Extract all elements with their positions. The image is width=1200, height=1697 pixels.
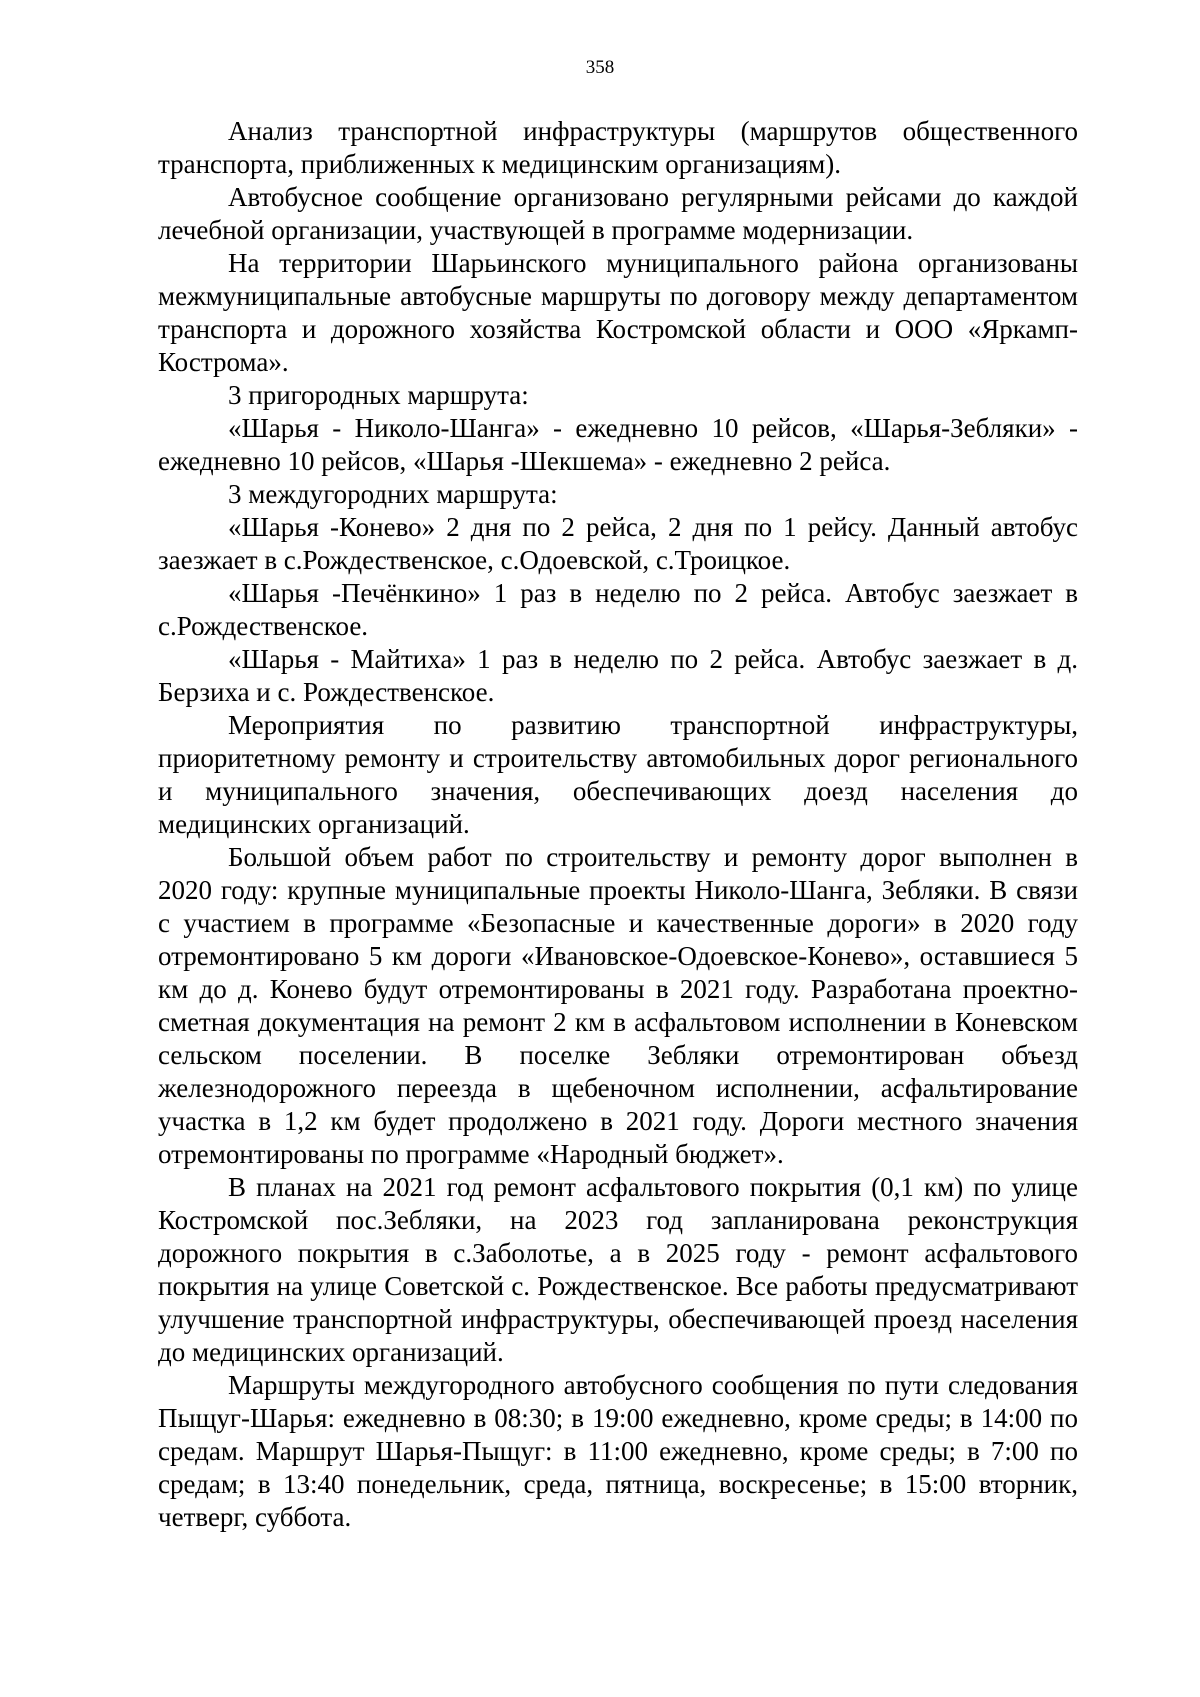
paragraph: В планах на 2021 год ремонт асфальтового покрытия (0,1 км) по улице Костромской пос.Зебляки, на 2023 год запланирована реконструкция дорожного покрытия в с.Заболотье, а в 2025 году - ремонт асфальтового покрытия на улице Советской с. Рождественское. Все работы предусматривают улучшение транспортной инфраструктуры, обеспечивающей проезд населения до медицинских организаций. (158, 1172, 1078, 1367)
paragraph: Мероприятия по развитию транспортной инфраструктуры, приоритетному ремонту и строительству автомобильных дорог регионального и муниципального значения, обеспечивающих доезд населения до медицинских организаций. (158, 710, 1078, 839)
paragraph: 3 междугородних маршрута: (228, 479, 558, 509)
page-number: 358 (585, 57, 615, 78)
paragraph: Автобусное сообщение организовано регулярными рейсами до каждой лечебной организации, участвующей в программе модернизации. (158, 182, 1078, 245)
paragraph: Маршруты междугородного автобусного сообщения по пути следования Пыщуг-Шарья: ежедневно в 08:30; в 19:00 ежедневно, кроме среды; в 14:00 по средам. Маршрут Шарья-Пыщуг: в 11:00 ежедневно, кроме среды; в 7:00 по средам; в 13:40 понедельник, среда, пятница, воскресенье; в 15:00 вторник, четверг, суббота. (158, 1370, 1078, 1532)
paragraph: Анализ транспортной инфраструктуры (маршрутов общественного транспорта, приближенных к медицинским организациям). (158, 116, 1078, 179)
paragraph: «Шарья -Печёнкино» 1 раз в неделю по 2 рейса. Автобус заезжает в с.Рождественское. (158, 578, 1078, 641)
document-body (158, 115, 1078, 1534)
paragraph: 3 пригородных маршрута: (228, 380, 529, 410)
paragraph: «Шарья - Николо-Шанга» - ежедневно 10 рейсов, «Шарья-Зебляки» - ежедневно 10 рейсов, «Шарья -Шекшема» - ежедневно 2 рейса. (158, 413, 1078, 476)
paragraph: «Шарья - Майтиха» 1 раз в неделю по 2 рейса. Автобус заезжает в д. Берзиха и с. Рождественское. (158, 644, 1078, 707)
paragraph: На территории Шарьинского муниципального района организованы межмуниципальные автобусные маршруты по договору между департаментом транспорта и дорожного хозяйства Костромской области и ООО «Яркамп-Кострома». (158, 248, 1078, 377)
paragraph: Большой объем работ по строительству и ремонту дорог выполнен в 2020 году: крупные муниципальные проекты Николо-Шанга, Зебляки. В связи с участием в программе «Безопасные и качественные дороги» в 2020 году отремонтировано 5 км дороги «Ивановское-Одоевское-Конево», оставшиеся 5 км до д. Конево будут отремонтированы в 2021 году. Разработана проектно-сметная документация на ремонт 2 км в асфальтовом исполнении в Коневском сельском поселении. В поселке Зебляки отремонтирован объезд железнодорожного переезда в щебеночном исполнении, асфальтирование участка в 1,2 км будет продолжено в 2021 году. Дороги местного значения отремонтированы по программе «Народный бюджет». (158, 842, 1078, 1169)
paragraph: «Шарья -Конево» 2 дня по 2 рейса, 2 дня по 1 рейсу. Данный автобус заезжает в с.Рождественское, с.Одоевской, с.Троицкое. (158, 512, 1078, 575)
